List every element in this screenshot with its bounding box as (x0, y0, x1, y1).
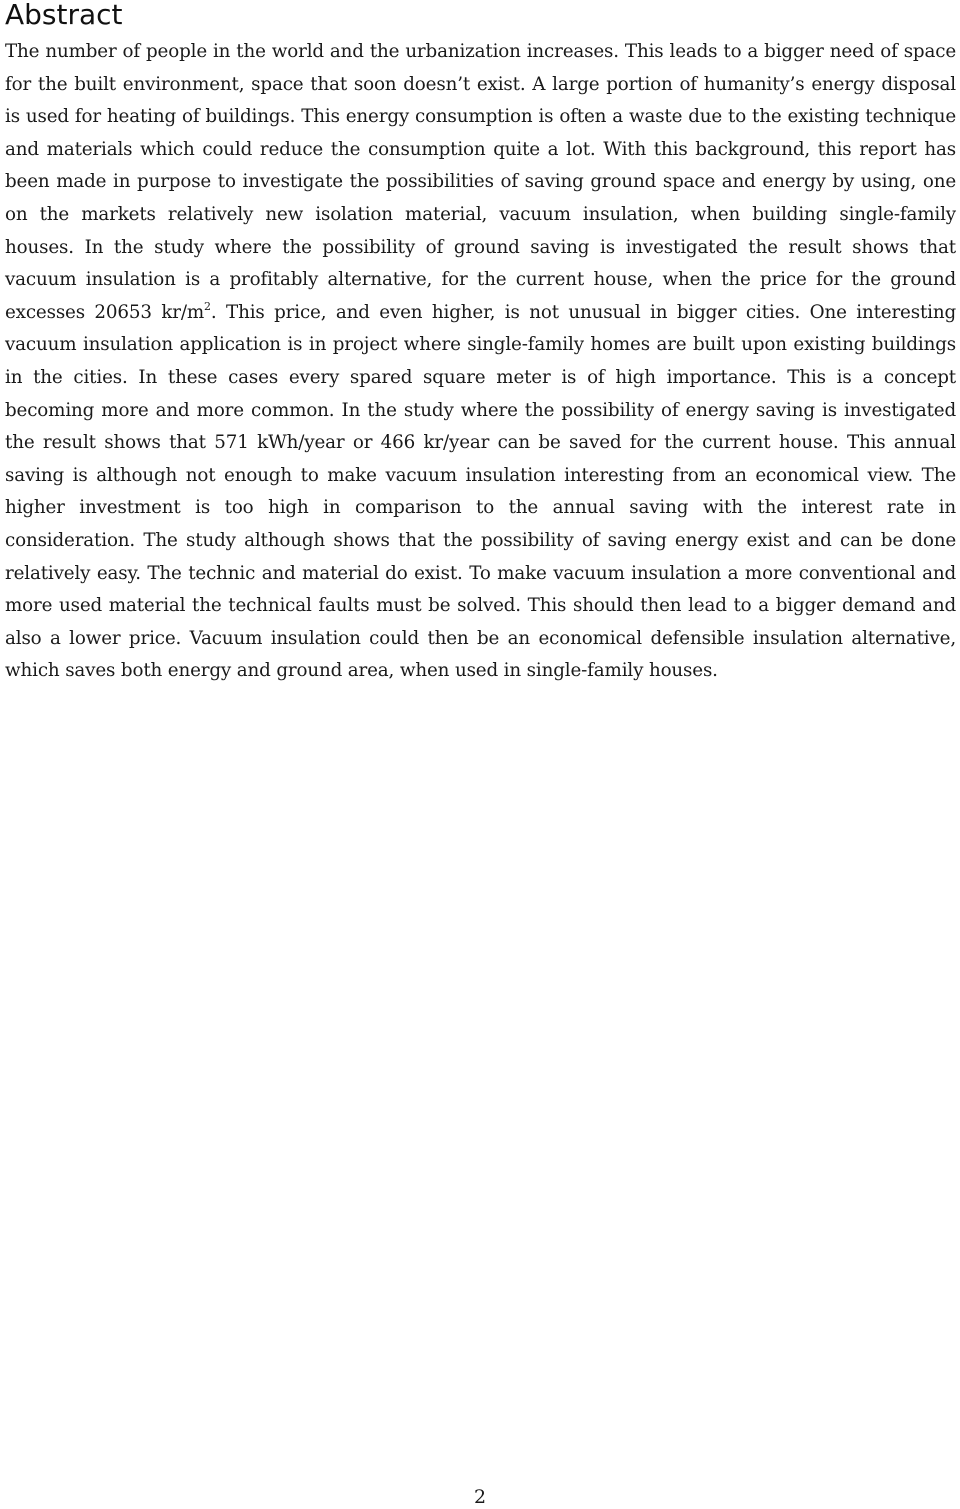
section-heading: Abstract (5, 0, 123, 31)
page-number: 2 (473, 1486, 487, 1508)
abstract-text-part-2: . This price, and even higher, is not unusual in bigger cities. One interesting vacuum insulation application is in project where single-family homes are built upon existing buildings in the cities. In these cases every spared square meter is of high importance. This is a concept becoming more and more common. In the study where the possibility of energy saving is investigated the result shows that 571 kWh/year or 466 kr/year can be saved for the current house. This annual saving is although not enough to make vacuum insulation interesting from an economical view. The higher investment is too high in comparison to the annual saving with the interest rate in consideration. The study although shows that the possibility of saving energy exist and can be done relatively easy. The technic and material do exist. To make vacuum insulation a more conventional and more used material the technical faults must be solved. This should then lead to a bigger demand and also a lower price. Vacuum insulation could then be an economical defensible insulation alternative, which saves both energy and ground area, when used in single-family houses. (5, 301, 957, 682)
abstract-text-part-1: The number of people in the world and the urbanization increases. This leads to a bigger need of space for the built environment, space that soon doesn’t exist. A large portion of humanity’s energy disposal is used for heating of buildings. This energy consumption is often a waste due to the existing technique and materials which could reduce the consumption quite a lot. With this background, this report has been made in purpose to investigate the possibilities of saving ground space and energy by using, one on the markets relatively new isolation material, vacuum insulation, when building single-family houses. In the study where the possibility of ground saving is investigated the result shows that vacuum insulation is a profitably alternative, for the current house, when the price for the ground excesses 20653 kr/m (5, 41, 956, 323)
abstract-paragraph (5, 36, 956, 688)
area-unit-superscript: 2 (204, 299, 211, 313)
